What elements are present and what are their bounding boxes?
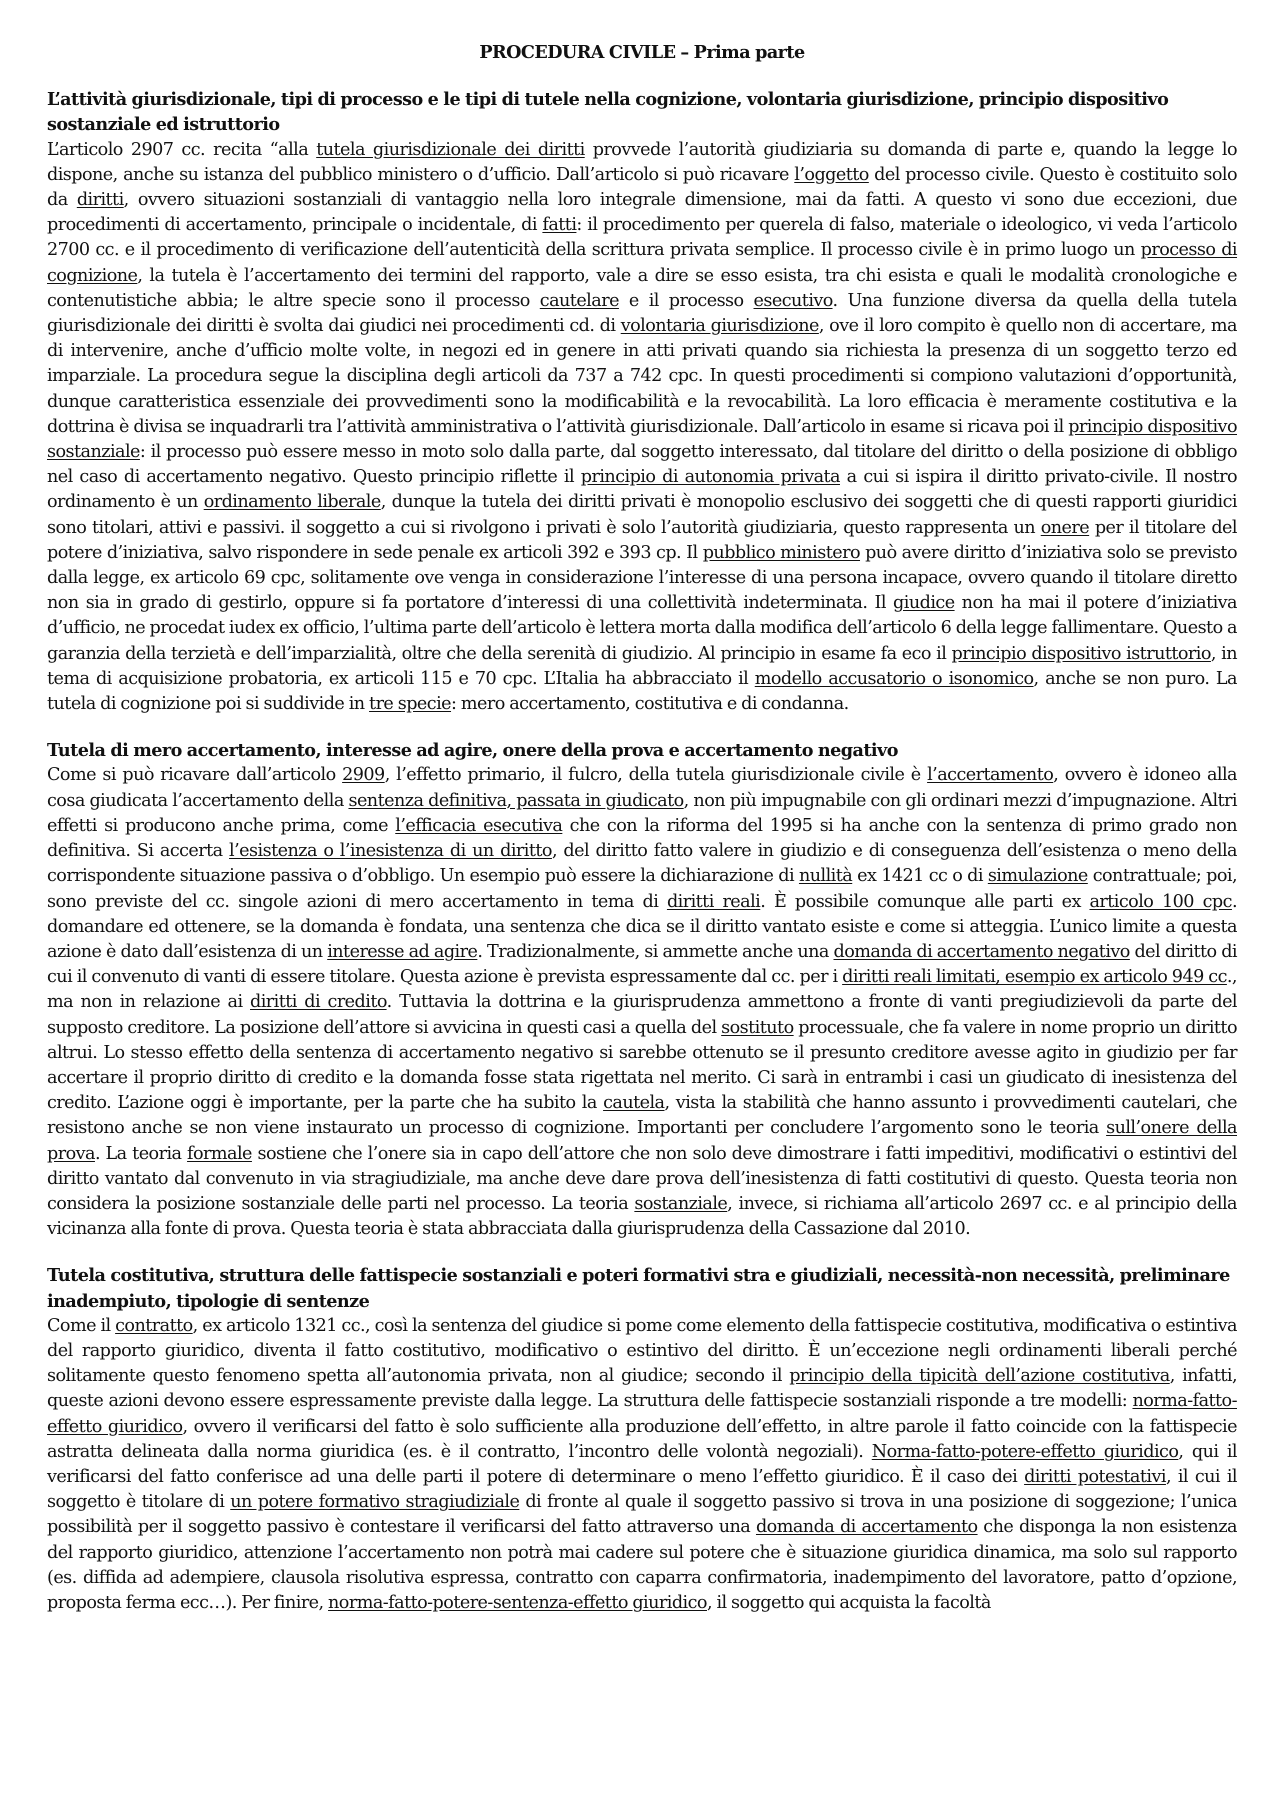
underlined-term: un potere formativo stragiudiziale bbox=[230, 1492, 520, 1513]
underlined-term: tutela giurisdizionale dei diritti bbox=[316, 139, 585, 160]
underlined-term: fatti bbox=[542, 215, 577, 236]
text-run: . Tuttavia la dottrina e la giurisprudenza ammettono a fronte di vanti pregiudizievoli da parte del supposto creditore. La posizione dell’attore si avvicina in questi casi a quella del bbox=[47, 992, 1238, 1038]
text-run: ex 1421 cc o di bbox=[852, 866, 988, 887]
text-run: , ovvero situazioni sostanziali di vantaggio nella loro integrale dimensione, mai da fatti. A questo vi sono due eccezioni, due procedimenti di accertamento, principale o incidentale, di bbox=[47, 190, 1237, 236]
section-1 bbox=[47, 87, 1237, 717]
text-run: Come si può ricavare dall’articolo bbox=[47, 765, 343, 786]
text-run: , ovvero è idoneo alla cosa giudicata l’accertamento della bbox=[47, 765, 1238, 811]
underlined-term: cautelare bbox=[539, 290, 619, 311]
underlined-term: domanda di accertamento negativo bbox=[833, 941, 1130, 962]
underlined-term: l’oggetto bbox=[794, 164, 869, 185]
underlined-term: principio dispositivo sostanziale bbox=[47, 416, 1237, 463]
text-run: , vista la stabilità che hanno assunto i provvedimenti cautelari, che resistono anche se non viene instaurato un processo di cognizione. Importanti per concludere l’argomento sono le teoria bbox=[47, 1093, 1237, 1139]
text-run: , ex articolo 1321 cc., così la sentenza del giudice si pome come elemento della fattispecie costitutiva, modificativa o estintiva del rapporto giuridico, diventa il fatto costitutivo, modificativo o estintivo del diritto. È un’eccezione negli ordinamenti liberali perché solitamente questo fenomeno spetta all’autonomia privata, non al giudice; secondo il bbox=[47, 1315, 1238, 1387]
underlined-term: diritti di credito bbox=[250, 992, 387, 1013]
underlined-term: esecutivo bbox=[753, 290, 833, 311]
text-run: del processo civile. Questo è costituito solo da bbox=[47, 164, 1238, 211]
text-run: . Una funzione diversa da quella della tutela giurisdizionale dei diritti è svolta dai giudici nei procedimenti cd. di bbox=[47, 290, 1237, 337]
underlined-term: principio di autonomia privata bbox=[580, 467, 840, 488]
underlined-term: l’accertamento bbox=[927, 765, 1054, 786]
underlined-term: contratto bbox=[115, 1315, 193, 1336]
text-run: , l’effetto primario, il fulcro, della tutela giurisdizionale civile è bbox=[384, 765, 928, 786]
section-heading: Tutela di mero accertamento, interesse ad agire, onere della prova e accertamento negativo bbox=[47, 740, 898, 762]
text-run: , ove il loro compito è quello non di accertare, ma di intervenire, anche d’ufficio molte volte, in negozi ed in genere in atti privati quando sia richiesta la presenza di un soggetto terzo ed imparziale. La procedura segue la disciplina degli articoli da 737 a 742 cpc. In questi procedimenti si compiono valutazioni d’opportunità, dunque caratteristica essenziale dei provvedimenti sono la modificabilità e la revocabilità. La loro efficacia è meramente costitutiva e la dottrina è divisa se inquadrarli tra l’attività amministrativa o l’attività giurisdizionale. Dall’articolo in esame si ricava poi il bbox=[47, 316, 1237, 437]
text-run: processuale, che fa valere in nome proprio un diritto altrui. Lo stesso effetto della sentenza di accertamento negativo si sarebbe ottenuto se il presunto creditore avesse agito in giudizio per far accertare il proprio diritto di credito e la domanda fosse stata rigettata nel merito. Ci sarà in entrambi i casi un giudicato di inesistenza del credito. L’azione oggi è importante, per la parte che ha subito la bbox=[47, 1017, 1237, 1114]
underlined-term: onere bbox=[1040, 517, 1090, 538]
text-run: che con la riforma del 1995 si ha anche con la sentenza di primo grado non definitiva. Si accerta bbox=[47, 815, 1238, 862]
text-run: del diritto di cui il convenuto di vanti di essere titolare. Questa azione è prevista espressamente dal cc. per i bbox=[47, 941, 1237, 988]
text-run: può avere diritto d’iniziativa solo se previsto dalla legge, ex articolo 69 cpc, solitamente ove venga in considerazione l’interesse di una persona incapace, ovvero quando il titolare diretto non sia in grado di gestirlo, oppure si fa portatore d’interessi di una collettività indeterminata. Il bbox=[47, 542, 1237, 614]
underlined-term: sull’onere della prova bbox=[47, 1118, 1237, 1164]
text-run: contrattuale; poi, sono previste del cc. singole azioni di mero accertamento in tema di bbox=[47, 866, 1237, 912]
underlined-term: diritti potestativi bbox=[1024, 1466, 1166, 1487]
underlined-term: principio della tipicità dell’azione costitutiva bbox=[789, 1366, 1170, 1387]
text-run: , infatti, queste azioni devono essere espressamente previste dalla legge. La struttura delle fattispecie sostanziali risponde a tre modelli: bbox=[47, 1366, 1238, 1412]
text-run: . Tradizionalmente, si ammette anche una bbox=[477, 941, 834, 962]
underlined-term: sostanziale bbox=[634, 1193, 728, 1214]
section-heading: L’attività giurisdizionale, tipi di processo e le tipi di tutele nella cognizione, volontaria giurisdizione, principio dispositivo sostanziale ed istruttorio bbox=[47, 89, 1169, 136]
text-run: , anche se non puro. La tutela di cognizione poi si suddivide in bbox=[47, 668, 1237, 715]
text-run: non ha mai il potere d’iniziativa d’ufficio, ne procedat iudex ex officio, l’ultima parte dell’articolo è lettera morta dalla modifica dell’articolo 6 della legge fallimentare. Questo a garanzia della terzietà e dell’imparzialità, oltre che della serenità di giudizio. Al principio in esame fa eco il bbox=[47, 593, 1237, 664]
text-run: L’articolo 2907 cc. recita “alla bbox=[47, 139, 317, 160]
underlined-term: cautela bbox=[603, 1093, 665, 1114]
underlined-term: formale bbox=[187, 1143, 252, 1164]
underlined-term: nullità bbox=[798, 866, 853, 887]
text-run: . È possibile comunque alle parti ex bbox=[760, 891, 1090, 912]
text-run: , qui il verificarsi del fatto conferisce ad una delle parti il potere di determinare o meno l’effetto giuridico. È il caso dei bbox=[47, 1441, 1238, 1487]
text-run: , invece, si richiama all’articolo 2697 cc. e al principio della vicinanza alla fonte di prova. Questa teoria è stata abbracciata dalla giurisprudenza della Cassazione dal 2010. bbox=[47, 1193, 1237, 1240]
text-run: , il cui il soggetto è titolare di bbox=[47, 1466, 1237, 1513]
section-heading: Tutela costitutiva, struttura delle fattispecie sostanziali e poteri formativi stra e giudiziali, necessità-non necessità, preliminare inadempiuto, tipologie di sentenze bbox=[47, 1265, 1230, 1312]
underlined-term: volontaria giurisdizione bbox=[620, 316, 819, 337]
underlined-term: sostituto bbox=[721, 1017, 794, 1038]
underlined-term: interesse ad agire bbox=[327, 941, 478, 962]
text-run: , il soggetto qui acquista la facoltà bbox=[706, 1592, 991, 1613]
text-run: : mero accertamento, costitutiva e di condanna. bbox=[451, 694, 849, 715]
text-run: e il processo bbox=[618, 290, 754, 311]
underlined-term: simulazione bbox=[987, 866, 1088, 887]
text-run: : il processo può essere messo in moto solo dalla parte, dal soggetto interessato, dal titolare del diritto o della posizione di obbligo nel caso di accertamento negativo. Questo principio riflette il bbox=[47, 442, 1237, 488]
section-2 bbox=[47, 738, 1237, 1242]
underlined-term: l’efficacia esecutiva bbox=[395, 815, 563, 836]
underlined-term: diritti bbox=[76, 190, 124, 211]
underlined-term: domanda di accertamento bbox=[755, 1517, 978, 1538]
section-paragraph bbox=[47, 138, 1237, 718]
underlined-term: sentenza definitiva, passata in giudicato bbox=[348, 790, 684, 811]
underlined-term: 2909 bbox=[342, 765, 385, 786]
text-run: , del diritto fatto valere in giudizio e di conseguenza dell’esistenza o meno della corrispondente situazione passiva o d’obbligo. Un esempio può essere la dichiarazione di bbox=[47, 841, 1238, 887]
section-paragraph bbox=[47, 763, 1237, 1242]
text-run: Come il bbox=[47, 1315, 116, 1336]
text-run: , ovvero il verificarsi del fatto è solo sufficiente alla produzione dell’effetto, in altre parole il fatto coincide con la fattispecie astratta delineata dalla norma giuridica (es. è il contratto, l’incontro delle volontà negoziali). bbox=[47, 1416, 1237, 1462]
underlined-term: articolo 100 cpc bbox=[1089, 891, 1232, 912]
text-run: , la tutela è l’accertamento dei termini del rapporto, vale a dire se esso esista, tra chi esista e quali le modalità cronologiche e contenutistiche abbia; le altre specie sono il processo bbox=[47, 265, 1237, 311]
text-run: sostiene che l’onere sia in capo dell’attore che non solo deve dimostrare i fatti impeditivi, modificativi o estintivi del diritto vantato dal convenuto in via stragiudiziale, ma anche deve dare prova dell’inesistenza di fatti costitutivi di questo. Questa teoria non considera la posizione sostanziale delle parti nel processo. La teoria bbox=[47, 1143, 1237, 1214]
underlined-term: tre specie bbox=[369, 694, 452, 715]
document-body bbox=[47, 87, 1237, 1616]
document-title: PROCEDURA CIVILE – Prima parte bbox=[479, 42, 805, 63]
text-run: , dunque la tutela dei diritti privati è monopolio esclusivo dei soggetti che di questi rapporti giuridici sono titolari, attivi e passivi. il soggetto a cui si rivolgono i privati è solo l’autorità giudiziaria, questo rappresenta un bbox=[47, 492, 1237, 538]
underlined-term: Norma-fatto-potere-effetto giuridico bbox=[871, 1441, 1179, 1462]
text-run: . domandare ed ottenere, se la domanda è fondata, una sentenza che dica se il diritto vantato esiste e come si atteggia. L’unico limite a questa azione è dato dall’esistenza di un bbox=[47, 891, 1237, 962]
underlined-term: norma-fatto-effetto giuridico bbox=[47, 1391, 1237, 1437]
underlined-term: pubblico ministero bbox=[702, 542, 861, 563]
text-run: , non più impugnabile con gli ordinari mezzi d’impugnazione. Altri effetti si producono anche prima, come bbox=[47, 790, 1237, 836]
text-run: di fronte al quale il soggetto passivo si trova in una posizione di soggezione; l’unica possibilità per il soggetto passivo è contestare il verificarsi del fatto attraverso una bbox=[47, 1492, 1237, 1538]
underlined-term: principio dispositivo istruttorio bbox=[951, 643, 1211, 664]
document-page bbox=[47, 40, 1237, 1637]
text-run: a cui si ispira il diritto privato-civile. Il nostro ordinamento è un bbox=[47, 467, 1237, 513]
underlined-term: diritti reali limitati, esempio ex articolo 949 cc bbox=[842, 967, 1227, 988]
text-run: . La teoria bbox=[94, 1143, 188, 1164]
underlined-term: modello accusatorio o isonomico bbox=[754, 668, 1034, 689]
underlined-term: giudice bbox=[893, 593, 955, 614]
text-run: : il procedimento per querela di falso, materiale o ideologico, vi veda l’articolo 2700 cc. e il procedimento di verificazione dell’autenticità della scrittura privata semplice. Il processo civile è in primo luogo un bbox=[47, 215, 1237, 261]
text-run: ., ma non in relazione ai bbox=[47, 967, 1237, 1013]
section-3 bbox=[47, 1263, 1237, 1616]
underlined-term: processo di cognizione bbox=[47, 240, 1238, 286]
text-run: provvede l’autorità giudiziaria su domanda di parte e, quando la legge lo dispone, anche su istanza del pubblico ministero o d’ufficio. Dall’articolo si può ricavare bbox=[47, 139, 1237, 185]
underlined-term: ordinamento liberale bbox=[203, 492, 381, 513]
text-run: per il titolare del potere d’iniziativa, salvo rispondere in sede penale ex articoli 392 e 393 cp. Il bbox=[47, 517, 1237, 563]
underlined-term: norma-fatto-potere-sentenza-effetto giuridico bbox=[328, 1592, 707, 1613]
underlined-term: l’esistenza o l’inesistenza di un diritto bbox=[229, 841, 552, 862]
section-paragraph bbox=[47, 1314, 1237, 1616]
underlined-term: diritti reali bbox=[666, 891, 761, 912]
text-run: , in tema di acquisizione probatoria, ex articoli 115 e 70 cpc. L’Italia ha abbracciato il bbox=[47, 643, 1238, 689]
text-run: che disponga la non esistenza del rapporto giuridico, attenzione l’accertamento non potrà mai cadere sul potere che è situazione giuridica dinamica, ma solo sul rapporto (es. diffida ad adempiere, clausola risolutiva espressa, contratto con caparra confirmatoria, inadempimento del lavoratore, patto d’opzione, proposta ferma ecc…). Per finire, bbox=[47, 1517, 1237, 1613]
